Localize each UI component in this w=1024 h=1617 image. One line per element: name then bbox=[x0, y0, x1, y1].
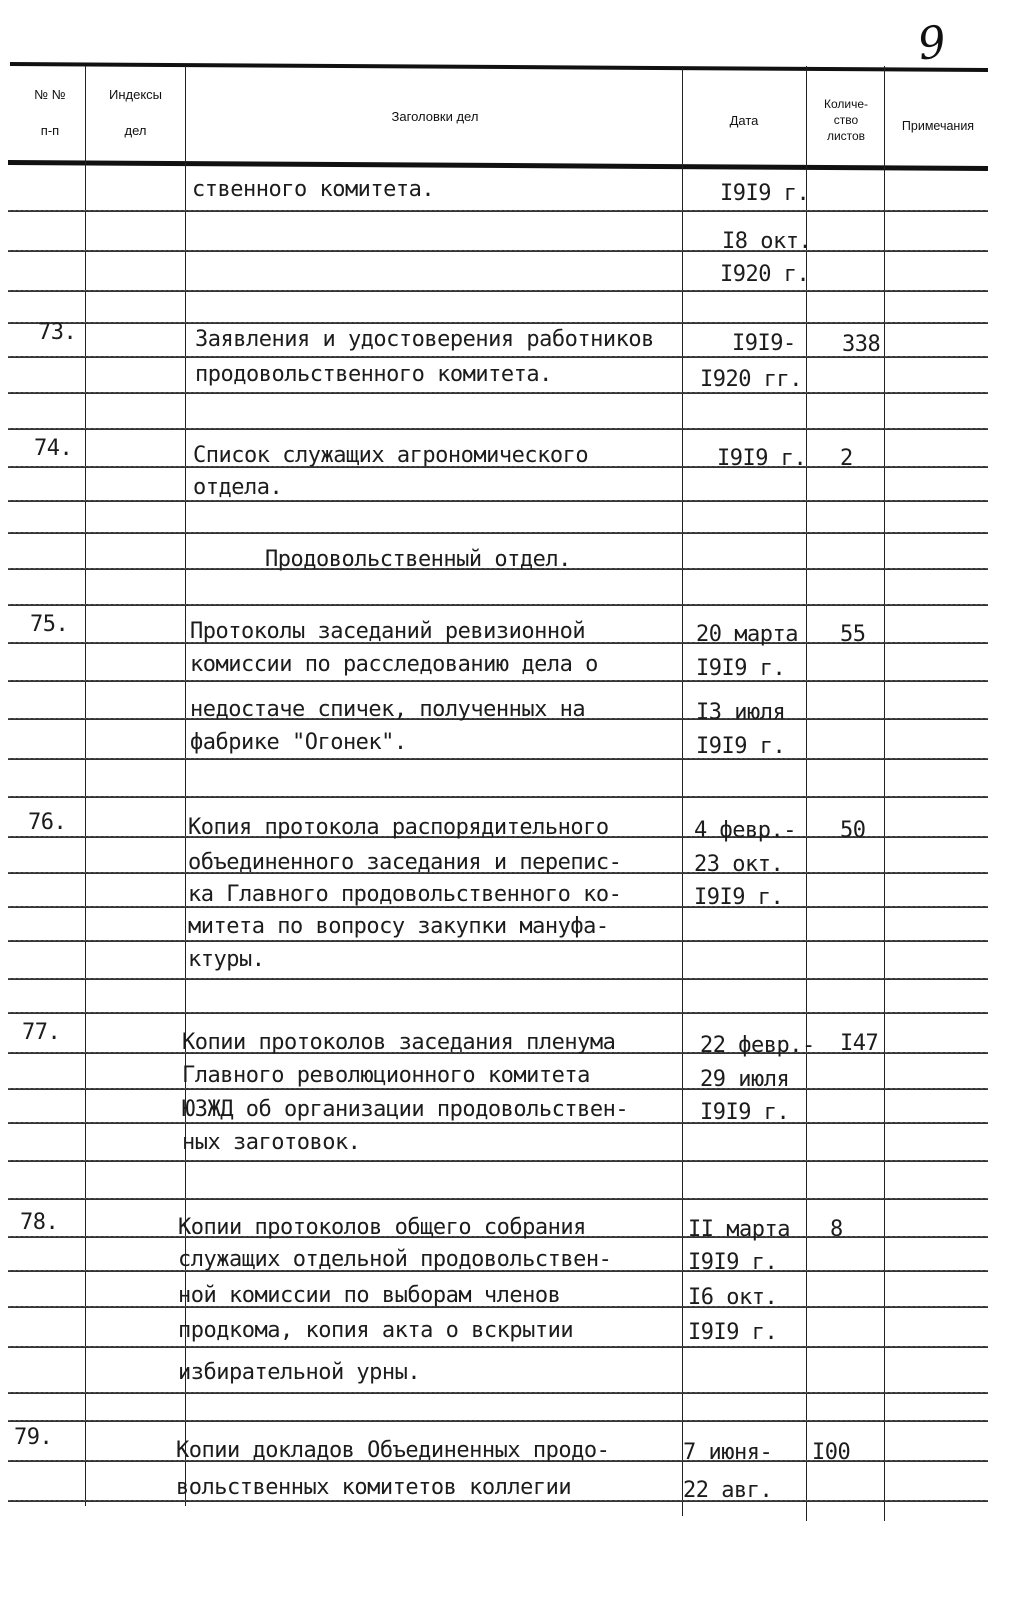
entry-title-line: вольственных комитетов коллегии bbox=[176, 1475, 572, 1500]
ruled-line bbox=[8, 210, 988, 212]
entry-date-line: II марта bbox=[688, 1217, 790, 1242]
entry-sheets: 8 bbox=[830, 1217, 843, 1242]
entry-sheets: 338 bbox=[842, 332, 881, 357]
entry-date-line: I9I9 г. bbox=[688, 1250, 778, 1275]
header-number-line1: № № bbox=[34, 87, 66, 102]
ruled-line bbox=[8, 1198, 988, 1200]
ruled-line bbox=[8, 532, 988, 534]
entry-number: 79. bbox=[14, 1425, 53, 1450]
entry-title-line: продовольственного комитета. bbox=[195, 362, 552, 387]
entry-sheets: 50 bbox=[840, 818, 866, 843]
column-divider bbox=[884, 66, 885, 1521]
entry-date-line: I6 окт. bbox=[688, 1285, 778, 1310]
ruled-line bbox=[8, 290, 988, 292]
header-number-line2: п-п bbox=[40, 122, 60, 138]
ruled-line bbox=[8, 356, 988, 358]
header-count-line1: Количе- bbox=[823, 97, 869, 111]
entry-title-line: продкома, копия акта о вскрытии bbox=[178, 1318, 574, 1343]
ruled-line bbox=[8, 428, 988, 430]
entry-date-line: I9I9 г. bbox=[696, 734, 786, 759]
ruled-line bbox=[8, 1012, 988, 1014]
entry-date-line: I3 июля bbox=[696, 700, 786, 725]
header-notes: Примечания bbox=[901, 119, 975, 133]
entry-date-line: I9I9 г. bbox=[696, 656, 786, 681]
entry-sheets: 55 bbox=[840, 622, 866, 647]
entry-number: 74. bbox=[34, 436, 73, 461]
ruled-line bbox=[8, 1122, 988, 1124]
entry-date-line: I920 гг. bbox=[700, 367, 802, 392]
header-index-line1: Индексы bbox=[108, 87, 162, 102]
entry-date-line: I9I9- bbox=[732, 331, 796, 356]
entry-title-line: ной комиссии по выборам членов bbox=[178, 1283, 561, 1308]
header-number bbox=[18, 86, 82, 139]
entry-title-line: служащих отдельной продовольствен- bbox=[178, 1247, 612, 1272]
ruled-line bbox=[8, 940, 988, 942]
entry-date-line: 22 авг. bbox=[683, 1478, 773, 1503]
entry-date-line: I9I9 г. bbox=[700, 1100, 790, 1125]
ruled-line bbox=[8, 758, 988, 760]
entry-date-line: I9I9 г. bbox=[688, 1320, 778, 1345]
entry-date-line: 20 марта bbox=[696, 622, 798, 647]
ruled-line bbox=[8, 392, 988, 394]
entry-sheets: 2 bbox=[840, 446, 853, 471]
entry-number: 76. bbox=[28, 810, 67, 835]
entry-title-line: Список служащих агрономического bbox=[193, 443, 589, 468]
continuation-date: I920 г. bbox=[720, 262, 810, 287]
ruled-line bbox=[8, 1160, 988, 1162]
continuation-date: I8 окт. bbox=[722, 229, 812, 254]
header-count bbox=[808, 96, 884, 145]
column-divider bbox=[682, 66, 683, 1516]
entry-title-line: объединенного заседания и перепис- bbox=[188, 850, 622, 875]
entry-number: 78. bbox=[20, 1210, 59, 1235]
ruled-line bbox=[8, 1392, 988, 1394]
entry-title-line: комиссии по расследованию дела о bbox=[190, 652, 598, 677]
entry-title-line: недостаче спичек, полученных на bbox=[190, 697, 586, 722]
entry-date-line: 23 окт. bbox=[694, 852, 784, 877]
entry-number: 77. bbox=[22, 1020, 61, 1045]
entry-title-line: ных заготовок. bbox=[182, 1130, 361, 1155]
entry-title-line: избирательной урны. bbox=[178, 1360, 421, 1385]
ruled-line bbox=[8, 500, 988, 502]
entry-number: 73. bbox=[38, 320, 77, 345]
entry-title-line: Копия протокола распорядительного bbox=[188, 815, 609, 840]
ruled-line bbox=[8, 1088, 988, 1090]
entry-date-line: I9I9 г. bbox=[694, 885, 784, 910]
entry-date-line: 7 июня- bbox=[683, 1440, 773, 1465]
entry-date-line: 22 февр.- bbox=[700, 1033, 815, 1058]
entry-title-line: Копии протоколов заседания пленума bbox=[182, 1030, 616, 1055]
ruled-line bbox=[8, 1346, 988, 1348]
header-title: Заголовки дел bbox=[391, 109, 479, 124]
entry-title-line: ЮЗЖД об организации продовольствен- bbox=[182, 1097, 629, 1122]
ruled-line bbox=[8, 250, 988, 252]
entry-date-line: I9I9 г. bbox=[717, 446, 807, 471]
ruled-line bbox=[8, 1500, 988, 1502]
header-count-line3: листов bbox=[826, 129, 866, 144]
entry-date-line: 4 февр.- bbox=[694, 818, 796, 843]
entry-title-line: фабрике "Огонек". bbox=[190, 730, 407, 755]
entry-title-line: митета по вопросу закупки мануфа- bbox=[188, 914, 609, 939]
entry-number: 75. bbox=[30, 612, 69, 637]
header-date: Дата bbox=[729, 113, 759, 128]
ruled-line bbox=[8, 796, 988, 798]
entry-title-line: отдела. bbox=[193, 475, 283, 500]
header-count-line2: ство bbox=[833, 113, 859, 128]
header-rule bbox=[8, 160, 988, 171]
ruled-line bbox=[8, 322, 988, 324]
continuation-title: ственного комитета. bbox=[192, 177, 435, 202]
ruled-line bbox=[8, 604, 988, 606]
continuation-date: I9I9 г. bbox=[720, 181, 810, 206]
entry-title-line: Копии протоколов общего собрания bbox=[178, 1215, 586, 1240]
column-divider bbox=[85, 66, 86, 1506]
entry-title-line: Заявления и удостоверения работников bbox=[195, 327, 654, 352]
entry-title-line: ктуры. bbox=[188, 947, 265, 972]
top-rule bbox=[10, 62, 988, 72]
header-index-line2: дел bbox=[124, 122, 147, 138]
ruled-line bbox=[8, 1420, 988, 1422]
ruled-line bbox=[8, 978, 988, 980]
entry-date-line: 29 июля bbox=[700, 1067, 790, 1092]
ruled-line bbox=[8, 680, 988, 682]
header-index bbox=[88, 86, 183, 139]
section-heading: Продовольственный отдел. bbox=[265, 547, 571, 572]
entry-title-line: Протоколы заседаний ревизионной bbox=[190, 619, 586, 644]
entry-sheets: I47 bbox=[840, 1031, 879, 1056]
entry-title-line: Главного революционного комитета bbox=[182, 1063, 590, 1088]
page-number: 9 bbox=[914, 16, 950, 71]
entry-title-line: ка Главного продовольственного ко- bbox=[188, 882, 622, 907]
entry-title-line: Копии докладов Объединенных продо- bbox=[176, 1438, 610, 1463]
entry-sheets: I00 bbox=[812, 1440, 851, 1465]
